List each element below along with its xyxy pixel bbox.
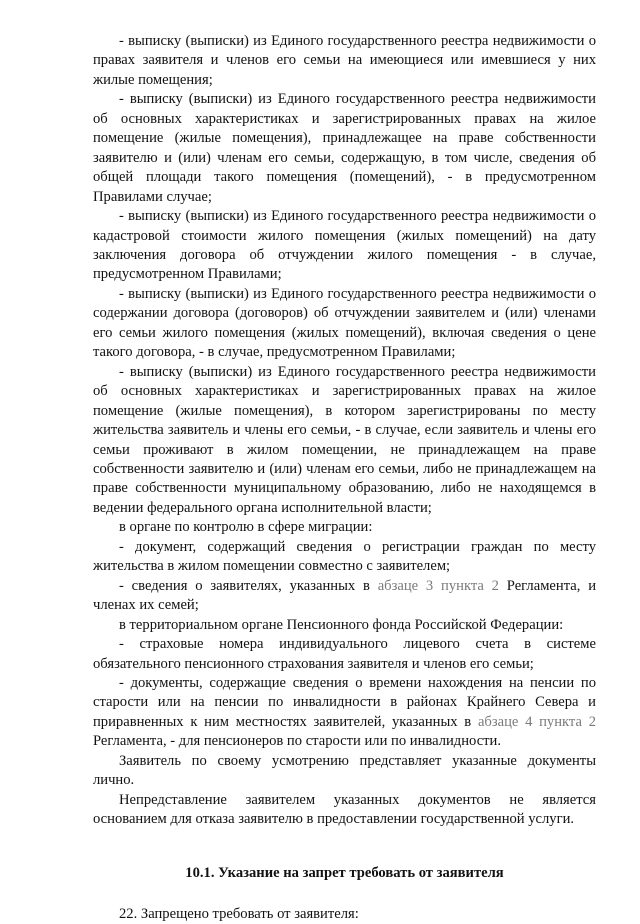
paragraph-egrn-rights: - выписку (выписки) из Единого государственного реестра недвижимости о правах заявителя и членов его семьи на имеющиеся или имевшиеся у них жилые помещения; <box>93 33 596 88</box>
paragraph-migration-authority: в органе по контролю в сфере миграции: <box>119 519 373 536</box>
paragraph-pension-fund: в территориальном органе Пенсионного фонда Российской Федерации: <box>119 616 564 633</box>
paragraph-egrn-residence: - выписку (выписки) из Единого государственного реестра недвижимости об основных характеристиках и зарегистрированных правах на жилое помещение (жилые помещения), в котором зарегистрированы по месту жительства заявитель и члены его семьи, - в случае, если заявитель и члены его семьи проживают в жилом помещении, не принадлежащем на праве собственности заявителю и (или) членам его семьи, либо не принадлежащем на праве собственности муниципальному образованию, либо не находящемся в ведении федерального органа исполнительной власти; <box>93 363 596 516</box>
paragraph-egrn-contract-content: - выписку (выписки) из Единого государственного реестра недвижимости о содержании договора (договоров) об отчуждении заявителем и (или) членами его семьи жилого помещения (жилых помещений), включая сведения о цене такого договора, - в случае, предусмотренном Правилами; <box>93 285 596 361</box>
link-abzac-4-punkt-2[interactable]: абзаце 4 пункта 2 <box>477 713 596 730</box>
link-abzac-3-punkt-2[interactable]: абзаце 3 пункта 2 <box>377 577 499 594</box>
paragraph-text-before-link: - документы, содержащие сведения о времени нахождения на пенсии по старости или на пенсии по инвалидности в районах Крайнего Севера и приравненных к ним местностях заявителей, указанных в <box>93 674 596 730</box>
paragraph-applicants-info <box>93 577 596 616</box>
paragraph-text-after-link: Регламента, - для пенсионеров по старости или по инвалидности. <box>93 733 502 750</box>
paragraph-text-after-link: Регламента, и членах их семей; <box>93 577 596 614</box>
paragraph-applicant-discretion: Заявитель по своему усмотрению представляет указанные документы лично. <box>93 752 596 789</box>
section-heading: 10.1. Указание на запрет требовать от заявителя <box>185 864 504 881</box>
paragraph-pension-documents <box>93 674 596 752</box>
paragraph-egrn-cadastral-value: - выписку (выписки) из Единого государственного реестра недвижимости о кадастровой стоимости жилого помещения (жилых помещений) на дату заключения договора об отчуждении жилого помещения - в случае, предусмотренном Правилами; <box>93 208 596 283</box>
paragraph-text-before-link: - сведения о заявителях, указанных в <box>119 577 378 594</box>
paragraph-insurance-numbers: - страховые номера индивидуального лицевого счета в системе обязательного пенсионного страхования заявителя и членов его семьи; <box>93 636 596 672</box>
paragraph-non-submission: Непредставление заявителем указанных документов не является основанием для отказа заявителю в предоставлении государственной услуги. <box>93 791 596 828</box>
paragraph-egrn-characteristics: - выписку (выписки) из Единого государственного реестра недвижимости об основных характеристиках и зарегистрированных правах на жилое помещение (жилые помещения), принадлежащее на праве собственности заявителю и (или) членам его семьи, содержащую, в том числе, сведения об общей площади такого помещения (помещений), - в предусмотренном Правилами случае; <box>93 91 596 205</box>
paragraph-item-22: 22. Запрещено требовать от заявителя: <box>119 906 359 923</box>
paragraph-registration-document: - документ, содержащий сведения о регистрации граждан по месту жительства в жилом помещении совместно с заявителем; <box>93 538 596 575</box>
